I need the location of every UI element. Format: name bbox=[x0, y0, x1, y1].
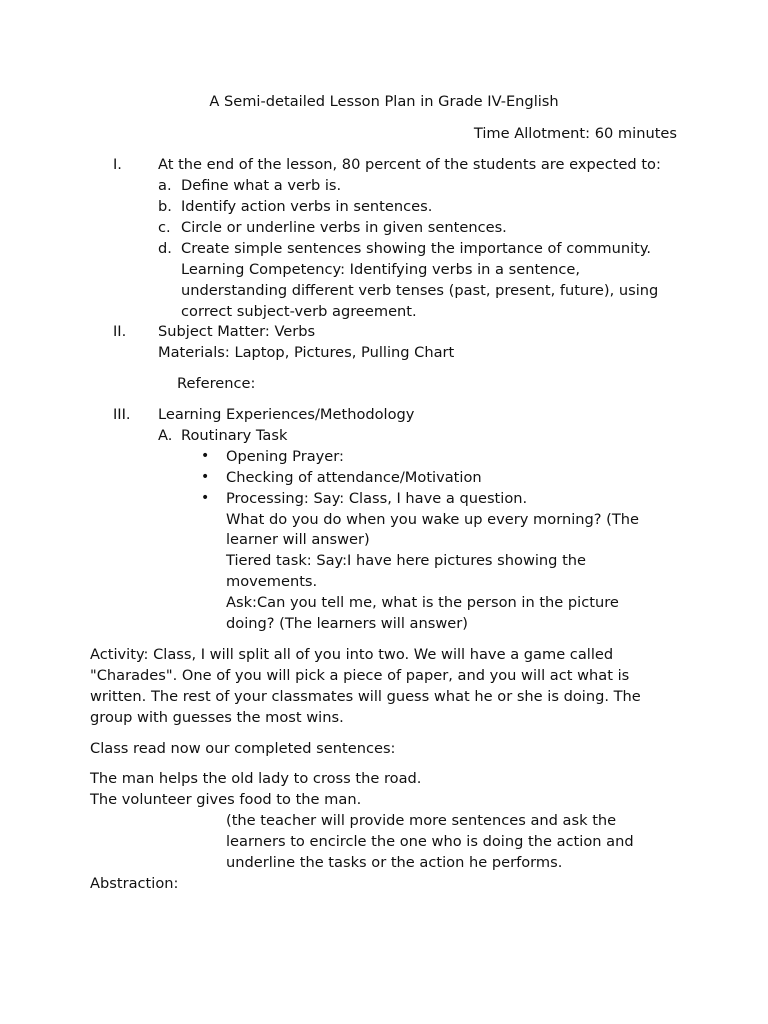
section-3-number: III. bbox=[113, 406, 131, 423]
teacher-note-line: learners to encircle the one who is doing the action and bbox=[226, 833, 634, 850]
example-sentence: The volunteer gives food to the man. bbox=[90, 791, 362, 808]
teacher-note-line: underline the tasks or the action he performs. bbox=[226, 854, 563, 871]
subject-matter: Subject Matter: Verbs bbox=[158, 323, 316, 340]
processing-line: What do you do when you wake up every morning? (The bbox=[226, 511, 639, 528]
document-title: A Semi-detailed Lesson Plan in Grade IV-English bbox=[209, 93, 559, 110]
objective-text: Create simple sentences showing the importance of community. bbox=[181, 240, 652, 257]
abstraction-heading: Abstraction: bbox=[90, 875, 179, 892]
subsection-title: Routinary Task bbox=[181, 427, 288, 444]
learning-competency-line: understanding different verb tenses (past, present, future), using bbox=[181, 282, 659, 299]
section-1-number: I. bbox=[113, 156, 122, 173]
activity-paragraph-line: Activity: Class, I will split all of you into two. We will have a game called bbox=[90, 646, 614, 663]
bullet-item: Checking of attendance/Motivation bbox=[226, 469, 482, 486]
objective-letter: d. bbox=[158, 240, 172, 257]
learning-competency-line: Learning Competency: Identifying verbs in a sentence, bbox=[181, 261, 581, 278]
processing-line: doing? (The learners will answer) bbox=[226, 615, 468, 632]
bullet-item: Processing: Say: Class, I have a question. bbox=[226, 490, 528, 507]
objective-text: Circle or underline verbs in given sentences. bbox=[181, 219, 507, 236]
processing-line: movements. bbox=[226, 573, 318, 590]
bullet-icon: • bbox=[201, 469, 210, 485]
objective-letter: c. bbox=[158, 219, 171, 236]
teacher-note-line: (the teacher will provide more sentences and ask the bbox=[226, 812, 617, 829]
objective-letter: b. bbox=[158, 198, 172, 215]
activity-paragraph-line: "Charades". One of you will pick a piece of paper, and you will act what is bbox=[90, 667, 630, 684]
bullet-item: Opening Prayer: bbox=[226, 448, 344, 465]
bullet-icon: • bbox=[201, 448, 210, 464]
section-1-intro: At the end of the lesson, 80 percent of the students are expected to: bbox=[158, 156, 661, 173]
processing-line: Ask:Can you tell me, what is the person in the picture bbox=[226, 594, 619, 611]
processing-line: learner will answer) bbox=[226, 531, 370, 548]
objective-text: Identify action verbs in sentences. bbox=[181, 198, 433, 215]
activity-paragraph-line: group with guesses the most wins. bbox=[90, 709, 344, 726]
subsection-letter: A. bbox=[158, 427, 173, 444]
time-allotment: Time Allotment: 60 minutes bbox=[473, 125, 677, 142]
materials: Materials: Laptop, Pictures, Pulling Chart bbox=[158, 344, 455, 361]
learning-competency-line: correct subject-verb agreement. bbox=[181, 303, 417, 320]
processing-line: Tiered task: Say:I have here pictures showing the bbox=[226, 552, 587, 569]
objective-text: Define what a verb is. bbox=[181, 177, 342, 194]
class-read-line: Class read now our completed sentences: bbox=[90, 740, 396, 757]
objective-letter: a. bbox=[158, 177, 172, 194]
section-3-title: Learning Experiences/Methodology bbox=[158, 406, 415, 423]
bullet-icon: • bbox=[201, 490, 210, 506]
example-sentence: The man helps the old lady to cross the road. bbox=[90, 770, 422, 787]
section-2-number: II. bbox=[113, 323, 127, 340]
activity-paragraph-line: written. The rest of your classmates will guess what he or she is doing. The bbox=[90, 688, 641, 705]
reference: Reference: bbox=[177, 375, 256, 392]
